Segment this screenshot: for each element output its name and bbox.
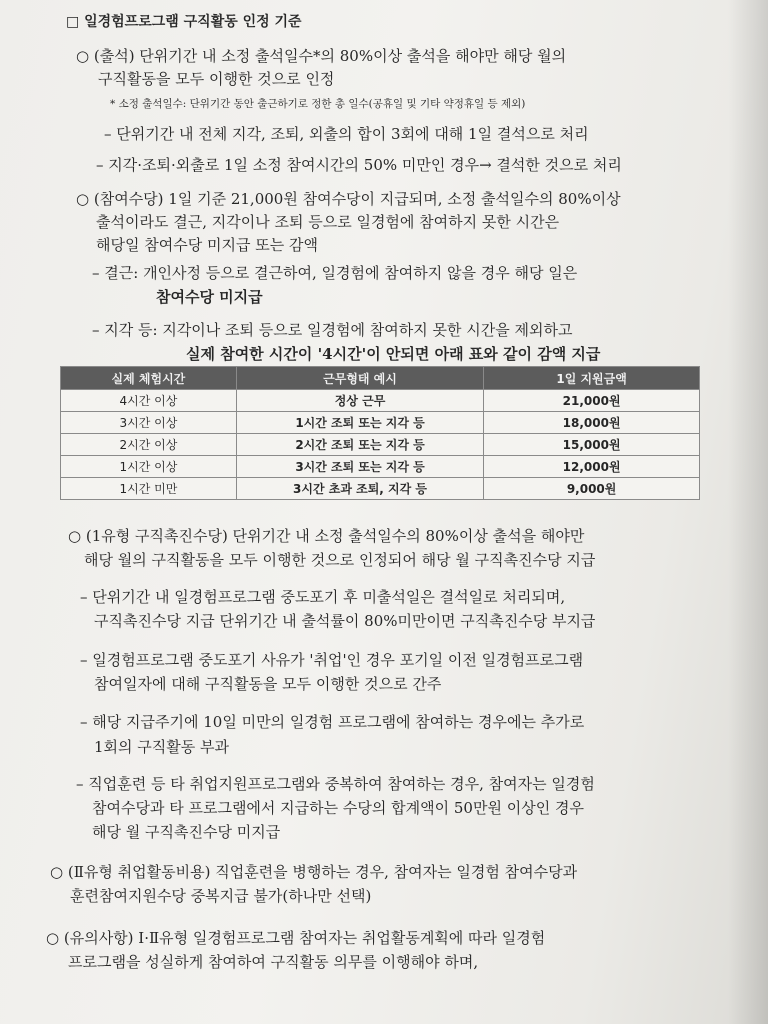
employment-line-1: – 일경험프로그램 중도포기 사유가 '취업'인 경우 포기일 이전 일경험프로그램 <box>80 651 584 669</box>
table-cell: 1시간 미만 <box>61 478 237 500</box>
document-title: □ 일경험프로그램 구직활동 인정 기준 <box>66 14 302 30</box>
attendance-line-2: 구직활동을 모두 이행한 것으로 인정 <box>98 70 335 88</box>
table-cell: 4시간 이상 <box>61 390 237 412</box>
employment-line-2: 참여일자에 대해 구직활동을 모두 이행한 것으로 간주 <box>94 675 442 693</box>
overlap-line-1: – 직업훈련 등 타 취업지원프로그램와 중복하여 참여하는 경우, 참여자는 일경험 <box>76 775 595 793</box>
dropout-line-1: – 단위기간 내 일경험프로그램 중도포기 후 미출석일은 결석일로 처리되며, <box>80 588 566 606</box>
attendance-line-1: ○ (출석) 단위기간 내 소정 출석일수*의 80%이상 출석을 해야만 해당 월의 <box>76 47 567 65</box>
table-cell: 정상 근무 <box>236 390 483 412</box>
table-cell: 15,000원 <box>484 434 700 456</box>
short-program-line-2: 1회의 구직활동 부과 <box>94 738 230 756</box>
allowance-line-2: 출석이라도 결근, 지각이나 조퇴 등으로 일경험에 참여하지 못한 시간은 <box>96 213 560 231</box>
table-cell: 1시간 조퇴 또는 지각 등 <box>236 412 483 434</box>
absence-line-1: – 결근: 개인사정 등으로 결근하여, 일경험에 참여하지 않을 경우 해당 일은 <box>92 264 578 282</box>
type1-line-1: ○ (1유형 구직촉진수당) 단위기간 내 소정 출석일수의 80%이상 출석을 해야만 <box>68 527 585 545</box>
caution-line-1: ○ (유의사항) Ⅰ·Ⅱ유형 일경험프로그램 참여자는 취업활동계획에 따라 일경험 <box>46 929 546 947</box>
type1-line-2: 해당 월의 구직활동을 모두 이행한 것으로 인정되어 해당 월 구직촉진수당 지급 <box>84 551 596 569</box>
table-row <box>61 456 700 478</box>
table-cell: 21,000원 <box>484 390 700 412</box>
table-cell: 1시간 이상 <box>61 456 237 478</box>
table-header-cell: 근무형태 예시 <box>236 367 483 390</box>
table-cell: 9,000원 <box>484 478 700 500</box>
allowance-line-3: 해당일 참여수당 미지급 또는 감액 <box>96 236 318 254</box>
type2-line-2: 훈련참여지원수당 중복지급 불가(하나만 선택) <box>70 887 372 905</box>
short-program-line-1: – 해당 지급주기에 10일 미만의 일경험 프로그램에 참여하는 경우에는 추가로 <box>80 713 585 731</box>
table-row <box>61 478 700 500</box>
table-header-row <box>61 367 700 390</box>
table-cell: 12,000원 <box>484 456 700 478</box>
attendance-detail-2: – 지각·조퇴·외출로 1일 소정 참여시간의 50% 미만인 경우→ 결석한 것으로 처리 <box>96 156 622 174</box>
caution-line-2: 프로그램을 성실하게 참여하여 구직활동 의무를 이행해야 하며, <box>68 953 479 971</box>
table-cell: 3시간 초과 조퇴, 지각 등 <box>236 478 483 500</box>
table-cell: 3시간 조퇴 또는 지각 등 <box>236 456 483 478</box>
allowance-line-1: ○ (참여수당) 1일 기준 21,000원 참여수당이 지급되며, 소정 출석일수의 80%이상 <box>76 190 621 208</box>
deduction-table <box>60 366 700 500</box>
page-edge-shadow <box>728 0 768 1024</box>
absence-line-2: 참여수당 미지급 <box>156 288 263 306</box>
overlap-line-2: 참여수당과 타 프로그램에서 지급하는 수당의 합계액이 50만원 이상인 경우 <box>92 799 584 817</box>
table-row <box>61 390 700 412</box>
attendance-detail-1: – 단위기간 내 전체 지각, 조퇴, 외출의 합이 3회에 대해 1일 결석으로 처리 <box>104 125 589 143</box>
type2-line-1: ○ (Ⅱ유형 취업활동비용) 직업훈련을 병행하는 경우, 참여자는 일경험 참여수당과 <box>50 863 578 881</box>
table-header-cell: 실제 체험시간 <box>61 367 237 390</box>
table-cell: 3시간 이상 <box>61 412 237 434</box>
late-line-2: 실제 참여한 시간이 '4시간'이 안되면 아래 표와 같이 감액 지급 <box>186 345 601 363</box>
overlap-line-3: 해당 월 구직촉진수당 미지급 <box>92 823 281 841</box>
late-line-1: – 지각 등: 지각이나 조퇴 등으로 일경험에 참여하지 못한 시간을 제외하고 <box>92 321 573 339</box>
attendance-footnote: * 소정 출석일수: 단위기간 동안 출근하기로 정한 총 일수(공휴일 및 기타 약정휴일 등 제외) <box>110 98 526 110</box>
table-header-cell: 1일 지원금액 <box>484 367 700 390</box>
dropout-line-2: 구직촉진수당 지급 단위기간 내 출석률이 80%미만이면 구직촉진수당 부지급 <box>94 612 596 630</box>
table-cell: 2시간 조퇴 또는 지각 등 <box>236 434 483 456</box>
table-cell: 2시간 이상 <box>61 434 237 456</box>
table-row <box>61 412 700 434</box>
table-cell: 18,000원 <box>484 412 700 434</box>
table-row <box>61 434 700 456</box>
